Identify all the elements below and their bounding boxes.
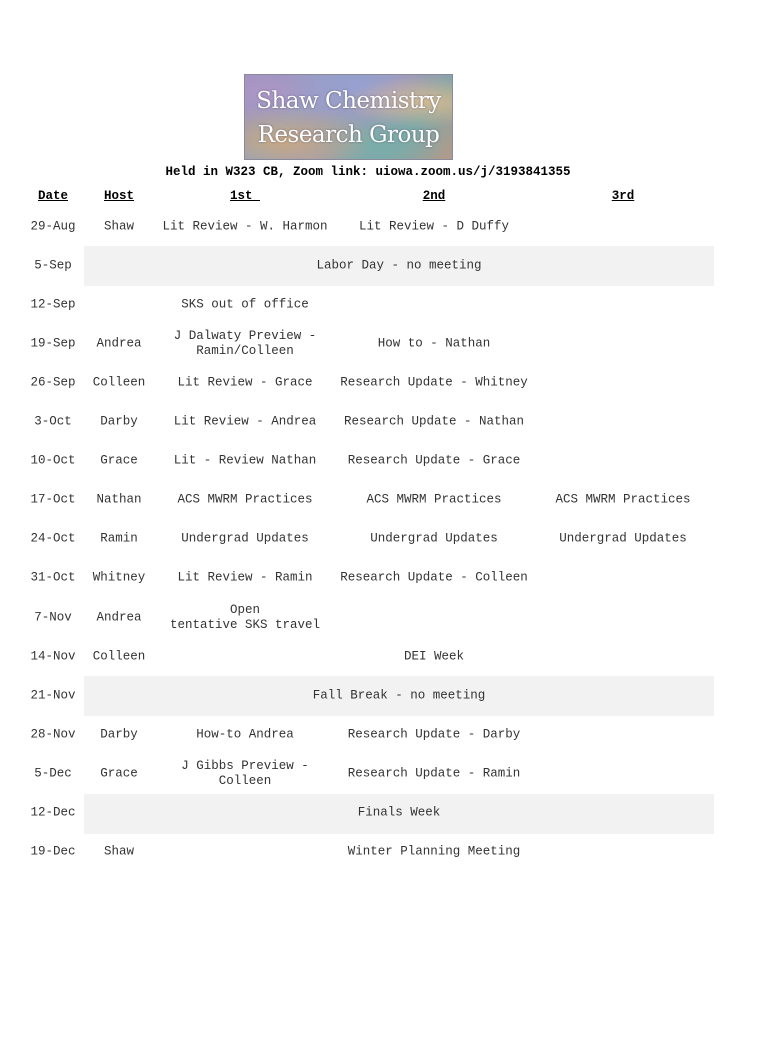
header-first: 1st [229,189,261,203]
table-row [0,403,768,442]
date-cell: 12-Dec [30,805,76,820]
date-cell: 29-Aug [30,219,76,233]
note-cell: Finals Week [357,805,441,820]
first-slot-cell: SKS out of office [181,297,309,312]
table-row [0,598,768,637]
table-row [0,833,768,872]
table-row [0,794,768,833]
table-row [0,324,768,363]
note-cell: Labor Day - no meeting [316,258,482,273]
header-date: Date [37,189,69,203]
date-cell: 19-Dec [30,844,76,859]
first-slot-cell: ACS MWRM Practices [177,492,313,507]
date-cell: 28-Nov [30,727,76,742]
date-cell: 12-Sep [30,297,76,312]
first-slot-cell: Open tentative SKS travel [169,602,321,632]
host-cell: Shaw [103,219,135,233]
third-slot-cell: ACS MWRM Practices [555,492,691,507]
first-slot-cell: Undergrad Updates [181,531,309,546]
logo-line-1: Shaw Chemistry [256,88,441,114]
second-slot-cell: Winter Planning Meeting [347,844,521,859]
second-slot-cell: Research Update - Whitney [340,375,528,390]
table-row [0,442,768,481]
first-slot-cell: Lit - Review Nathan [173,453,317,468]
table-row [0,246,768,285]
header-third: 3rd [611,189,635,203]
second-slot-cell: Research Update - Ramin [347,766,521,781]
logo-line-2: Research Group [257,122,440,148]
first-slot-cell: Lit Review - Grace [177,375,313,390]
group-logo [244,74,453,160]
date-cell: 24-Oct [30,531,76,546]
date-cell: 5-Sep [34,258,72,273]
date-cell: 19-Sep [30,336,76,351]
table-row [0,715,768,754]
note-cell: Fall Break - no meeting [312,688,486,703]
date-cell: 14-Nov [30,649,76,664]
table-row [0,363,768,402]
date-cell: 21-Nov [30,688,76,703]
host-cell: Nathan [96,492,142,507]
header-host: Host [103,189,135,203]
host-cell: Whitney [92,570,146,585]
host-cell: Grace [100,453,138,468]
date-cell: 5-Dec [34,766,72,781]
host-cell: Darby [100,414,138,429]
second-slot-cell: Research Update - Darby [347,727,521,742]
third-slot-cell: Undergrad Updates [559,531,687,546]
first-slot-cell: How-to Andrea [196,727,294,742]
meeting-location: Held in W323 CB, Zoom link: uiowa.zoom.us/j/3193841355 [165,165,571,179]
host-cell: Darby [100,727,138,742]
table-row [0,285,768,324]
date-cell: 31-Oct [30,570,76,585]
header-second: 2nd [422,189,446,203]
first-slot-cell: Lit Review - W. Harmon [162,219,328,233]
date-cell: 3-Oct [34,414,72,429]
table-row [0,520,768,559]
second-slot-cell: Lit Review - D Duffy [358,219,510,233]
host-cell: Shaw [103,844,135,859]
second-slot-cell: Undergrad Updates [370,531,498,546]
date-cell: 10-Oct [30,453,76,468]
first-slot-cell: Lit Review - Ramin [177,570,313,585]
host-cell: Colleen [92,375,146,390]
table-row [0,559,768,598]
first-slot-cell: J Gibbs Preview - Colleen [181,758,309,788]
table-row [0,676,768,715]
table-row [0,207,768,246]
second-slot-cell: DEI Week [403,649,465,664]
table-row [0,637,768,676]
host-cell: Andrea [96,336,142,351]
second-slot-cell: Research Update - Colleen [340,570,528,585]
host-cell: Ramin [100,531,138,546]
host-cell: Colleen [92,649,146,664]
second-slot-cell: ACS MWRM Practices [366,492,502,507]
date-cell: 17-Oct [30,492,76,507]
date-cell: 7-Nov [34,610,72,624]
date-cell: 26-Sep [30,375,76,390]
table-row [0,481,768,520]
second-slot-cell: Research Update - Nathan [343,414,525,429]
second-slot-cell: How to - Nathan [377,336,491,351]
host-cell: Grace [100,766,138,781]
second-slot-cell: Research Update - Grace [347,453,521,468]
first-slot-cell: Lit Review - Andrea [173,414,317,429]
first-slot-cell: J Dalwaty Preview - Ramin/Colleen [173,328,317,358]
table-row [0,754,768,793]
host-cell: Andrea [96,610,142,624]
